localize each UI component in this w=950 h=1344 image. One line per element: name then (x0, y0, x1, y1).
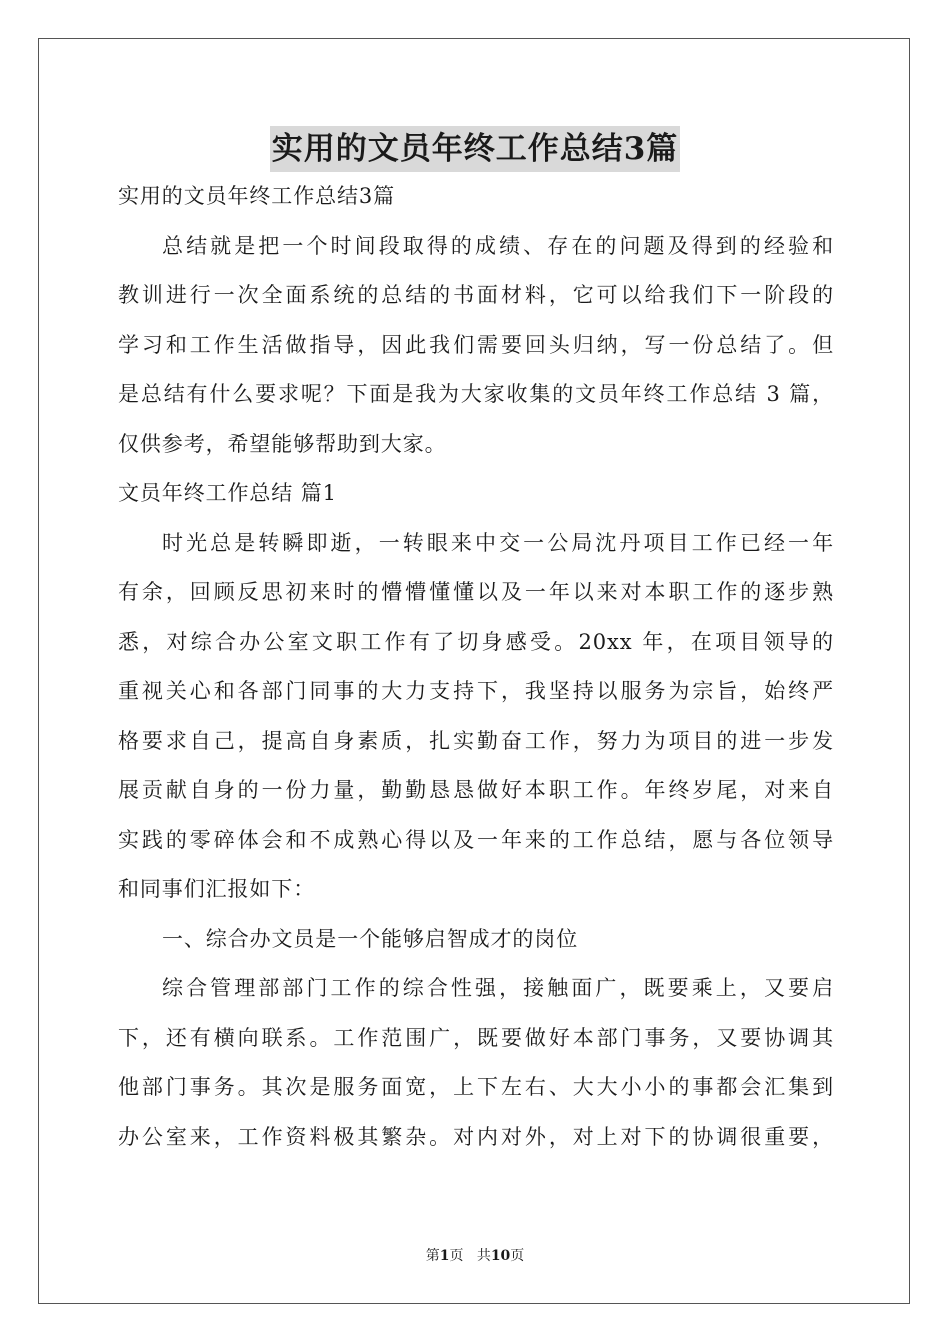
total-suffix: 页 (510, 1248, 525, 1264)
text-line: 格要求自己，提高自身素质，扎实勤奋工作，努力为项目的进一步发 (118, 728, 834, 753)
page-prefix: 第 (425, 1248, 440, 1264)
document-title-text: 实用的文员年终工作总结3篇 (270, 126, 681, 172)
text-line: 展贡献自身的一份力量，勤勤恳恳做好本职工作。年终岁尾，对来自 (118, 778, 834, 802)
text-line: 办公室来，工作资料极其繁杂。对内对外，对上对下的协调很重要， (118, 1124, 834, 1149)
text-line: 综合管理部部门工作的综合性强，接触面广，既要乘上，又要启 (162, 976, 834, 1000)
text-line: 时光总是转瞬即逝，一转眼来中交一公局沈丹项目工作已经一年 (162, 530, 834, 555)
text-line: 总结就是把一个时间段取得的成绩、存在的问题及得到的经验和 (162, 233, 834, 258)
text-line: 一、综合办文员是一个能够启智成才的岗位 (162, 926, 579, 951)
text-line: 是总结有什么要求呢？下面是我为大家收集的文员年终工作总结 3 篇， (118, 382, 834, 406)
text-line: 和同事们汇报如下： (118, 877, 316, 901)
text-line: 文员年终工作总结 篇1 (118, 481, 337, 505)
total-page-number: 10 (490, 1248, 511, 1264)
page-footer (0, 1244, 950, 1268)
text-line: 实践的零碎体会和不成熟心得以及一年来的工作总结，愿与各位领导 (118, 827, 834, 852)
text-line: 有余，回顾反思初来时的懵懵懂懂以及一年以来对本职工作的逐步熟 (118, 580, 834, 604)
text-line: 仅供参考，希望能够帮助到大家。 (118, 431, 447, 456)
current-page-number: 1 (439, 1248, 450, 1264)
text-line: 下，还有横向联系。工作范围广，既要做好本部门事务，又要协调其 (118, 1025, 834, 1050)
text-line: 重视关心和各部门同事的大力支持下，我坚持以服务为宗旨，始终严 (118, 679, 834, 703)
text-line: 实用的文员年终工作总结3篇 (118, 184, 396, 208)
document-body (118, 172, 834, 1162)
page-suffix: 页 (449, 1248, 464, 1264)
document-title (0, 126, 950, 176)
text-line: 他部门事务。其次是服务面宽，上下左右、大大小小的事都会汇集到 (118, 1075, 834, 1099)
total-prefix: 共 (476, 1248, 491, 1264)
text-line: 悉，对综合办公室文职工作有了切身感受。20xx 年，在项目领导的 (118, 629, 834, 654)
text-line: 学习和工作生活做指导，因此我们需要回头归纳，写一份总结了。但 (118, 332, 834, 357)
text-line: 教训进行一次全面系统的总结的书面材料，它可以给我们下一阶段的 (118, 283, 834, 307)
